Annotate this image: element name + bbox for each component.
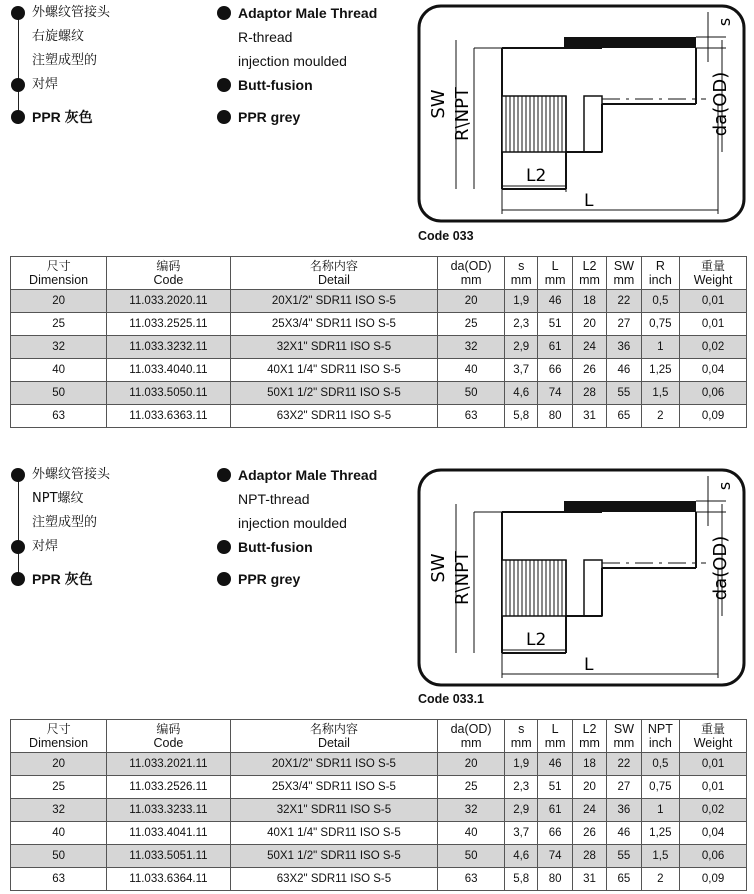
- bullet-dot-icon: [11, 110, 25, 124]
- column-header: 尺寸 Dimension: [11, 720, 107, 753]
- table-cell: 0,06: [680, 382, 747, 405]
- table-cell: 50: [438, 845, 505, 868]
- table-cell: 55: [607, 382, 641, 405]
- table-row: [11, 799, 747, 822]
- bullet-dot-icon: [11, 78, 25, 92]
- table-cell: 11.033.4041.11: [107, 822, 231, 845]
- table-cell: 46: [538, 753, 572, 776]
- table-cell: 40: [438, 822, 505, 845]
- table-cell: 40X1 1/4" SDR11 ISO S-5: [230, 359, 438, 382]
- table-cell: 63: [438, 405, 505, 428]
- table-cell: 4,6: [505, 845, 538, 868]
- column-header: 重量 Weight: [680, 720, 747, 753]
- table-cell: 25X3/4" SDR11 ISO S-5: [230, 776, 438, 799]
- table-cell: 11.033.5050.11: [107, 382, 231, 405]
- table-cell: 5,8: [505, 868, 538, 891]
- bullet-dot-icon: [217, 78, 231, 92]
- thread-hatching: [502, 96, 566, 152]
- table-cell: 20: [11, 753, 107, 776]
- spec-table-033-1: [10, 719, 747, 891]
- table-cell: 24: [572, 799, 606, 822]
- od-label: da(OD): [710, 535, 731, 601]
- column-header: NPT inch: [641, 720, 679, 753]
- table-cell: 11.033.2021.11: [107, 753, 231, 776]
- table-cell: 63X2" SDR11 ISO S-5: [230, 868, 438, 891]
- l2-label: L2: [526, 166, 547, 186]
- table-cell: 11.033.2526.11: [107, 776, 231, 799]
- column-header: SW mm: [607, 257, 641, 290]
- adaptor-technical-drawing: [416, 4, 747, 224]
- table-cell: 11.033.2525.11: [107, 313, 231, 336]
- column-header: 尺寸 Dimension: [11, 257, 107, 290]
- table-cell: 0,01: [680, 313, 747, 336]
- table-cell: 25: [11, 313, 107, 336]
- table-cell: 1,9: [505, 290, 538, 313]
- table-cell: 22: [607, 753, 641, 776]
- l2-label: L2: [526, 630, 547, 650]
- table-cell: 26: [572, 359, 606, 382]
- length-label: L: [584, 191, 594, 211]
- table-cell: 0,02: [680, 799, 747, 822]
- table-cell: 63: [438, 868, 505, 891]
- product-code-label: Code 033: [418, 229, 474, 243]
- table-cell: 63: [11, 405, 107, 428]
- table-cell: 0,01: [680, 753, 747, 776]
- sw-label: SW: [428, 89, 449, 119]
- column-header: L2 mm: [572, 257, 606, 290]
- table-cell: 55: [607, 845, 641, 868]
- spec-table-033: [10, 256, 747, 428]
- table-cell: 46: [538, 290, 572, 313]
- table-cell: 0,5: [641, 753, 679, 776]
- table-cell: 36: [607, 336, 641, 359]
- table-cell: 50: [438, 382, 505, 405]
- table-cell: 11.033.3233.11: [107, 799, 231, 822]
- table-cell: 11.033.6363.11: [107, 405, 231, 428]
- table-cell: 63X2" SDR11 ISO S-5: [230, 405, 438, 428]
- thread-hatching: [502, 560, 566, 616]
- table-cell: 25: [438, 313, 505, 336]
- bullet-connector-line: [18, 478, 19, 586]
- table-cell: 0,09: [680, 868, 747, 891]
- table-cell: 66: [538, 822, 572, 845]
- table-cell: 1,9: [505, 753, 538, 776]
- table-cell: 20X1/2" SDR11 ISO S-5: [230, 753, 438, 776]
- column-header: da(OD) mm: [438, 257, 505, 290]
- table-row: [11, 405, 747, 428]
- table-cell: 20: [572, 776, 606, 799]
- bullet-dot-icon: [217, 110, 231, 124]
- table-row: [11, 753, 747, 776]
- table-cell: 25: [11, 776, 107, 799]
- table-header-row: [11, 720, 747, 753]
- table-cell: 2,9: [505, 336, 538, 359]
- table-cell: 51: [538, 313, 572, 336]
- bullet-dot-icon: [11, 540, 25, 554]
- table-cell: 2,3: [505, 776, 538, 799]
- table-cell: 25: [438, 776, 505, 799]
- table-row: [11, 868, 747, 891]
- column-header: s mm: [505, 257, 538, 290]
- table-cell: 74: [538, 382, 572, 405]
- table-cell: 80: [538, 405, 572, 428]
- od-label: da(OD): [710, 71, 731, 137]
- table-cell: 28: [572, 382, 606, 405]
- column-header: da(OD) mm: [438, 720, 505, 753]
- bullet-dot-icon: [217, 572, 231, 586]
- table-cell: 27: [607, 313, 641, 336]
- table-cell: 40: [11, 822, 107, 845]
- table-cell: 2,9: [505, 799, 538, 822]
- table-cell: 2,3: [505, 313, 538, 336]
- table-cell: 3,7: [505, 822, 538, 845]
- bullet-dot-icon: [217, 6, 231, 20]
- table-cell: 1: [641, 799, 679, 822]
- column-header: SW mm: [607, 720, 641, 753]
- table-cell: 0,5: [641, 290, 679, 313]
- table-cell: 46: [607, 822, 641, 845]
- table-cell: 20: [438, 290, 505, 313]
- table-cell: 61: [538, 336, 572, 359]
- table-cell: 22: [607, 290, 641, 313]
- table-cell: 0,04: [680, 822, 747, 845]
- table-cell: 32: [11, 799, 107, 822]
- table-cell: 51: [538, 776, 572, 799]
- table-cell: 32: [438, 336, 505, 359]
- table-cell: 0,06: [680, 845, 747, 868]
- table-cell: 1,25: [641, 359, 679, 382]
- column-header: 名称内容 Detail: [230, 720, 438, 753]
- column-header: R inch: [641, 257, 679, 290]
- table-cell: 65: [607, 868, 641, 891]
- bullet-connector-line: [18, 16, 19, 124]
- table-cell: 63: [11, 868, 107, 891]
- table-cell: 61: [538, 799, 572, 822]
- table-cell: 3,7: [505, 359, 538, 382]
- bullet-dot-icon: [11, 6, 25, 20]
- table-cell: 11.033.3232.11: [107, 336, 231, 359]
- table-row: [11, 822, 747, 845]
- table-cell: 50X1 1/2" SDR11 ISO S-5: [230, 845, 438, 868]
- table-row: [11, 336, 747, 359]
- table-cell: 66: [538, 359, 572, 382]
- table-cell: 0,75: [641, 313, 679, 336]
- table-cell: 0,02: [680, 336, 747, 359]
- table-cell: 0,01: [680, 290, 747, 313]
- table-row: [11, 313, 747, 336]
- length-label: L: [584, 655, 594, 675]
- table-cell: 28: [572, 845, 606, 868]
- table-cell: 0,75: [641, 776, 679, 799]
- table-cell: 36: [607, 799, 641, 822]
- bullet-dot-icon: [11, 572, 25, 586]
- table-cell: 40: [438, 359, 505, 382]
- table-cell: 1,25: [641, 822, 679, 845]
- bullet-dot-icon: [217, 468, 231, 482]
- spec-table-body: [11, 290, 747, 428]
- wall-thickness-label: s: [715, 17, 734, 27]
- table-cell: 1,5: [641, 845, 679, 868]
- table-cell: 50X1 1/2" SDR11 ISO S-5: [230, 382, 438, 405]
- table-cell: 40X1 1/4" SDR11 ISO S-5: [230, 822, 438, 845]
- table-cell: 0,01: [680, 776, 747, 799]
- table-row: [11, 776, 747, 799]
- table-cell: 11.033.4040.11: [107, 359, 231, 382]
- column-header: 编码 Code: [107, 720, 231, 753]
- column-header: 重量 Weight: [680, 257, 747, 290]
- table-row: [11, 845, 747, 868]
- table-cell: 1: [641, 336, 679, 359]
- table-cell: 5,8: [505, 405, 538, 428]
- table-cell: 0,09: [680, 405, 747, 428]
- table-cell: 32: [11, 336, 107, 359]
- table-cell: 2: [641, 868, 679, 891]
- spec-table-body: [11, 753, 747, 891]
- table-row: [11, 359, 747, 382]
- table-cell: 65: [607, 405, 641, 428]
- column-header: L mm: [538, 720, 572, 753]
- table-cell: 20: [572, 313, 606, 336]
- table-cell: 2: [641, 405, 679, 428]
- adaptor-technical-drawing: [416, 468, 747, 688]
- table-cell: 40: [11, 359, 107, 382]
- table-cell: 50: [11, 382, 107, 405]
- table-cell: 20X1/2" SDR11 ISO S-5: [230, 290, 438, 313]
- table-cell: 18: [572, 753, 606, 776]
- table-cell: 1,5: [641, 382, 679, 405]
- table-header-row: [11, 257, 747, 290]
- bullet-dot-icon: [11, 468, 25, 482]
- table-cell: 74: [538, 845, 572, 868]
- table-cell: 46: [607, 359, 641, 382]
- table-cell: 26: [572, 822, 606, 845]
- column-header: 编码 Code: [107, 257, 231, 290]
- table-cell: 18: [572, 290, 606, 313]
- thread-label: R\NPT: [452, 551, 473, 605]
- table-cell: 0,04: [680, 359, 747, 382]
- table-cell: 80: [538, 868, 572, 891]
- table-cell: 20: [11, 290, 107, 313]
- table-cell: 4,6: [505, 382, 538, 405]
- table-cell: 11.033.5051.11: [107, 845, 231, 868]
- table-cell: 11.033.6364.11: [107, 868, 231, 891]
- sw-label: SW: [428, 553, 449, 583]
- table-row: [11, 382, 747, 405]
- table-cell: 25X3/4" SDR11 ISO S-5: [230, 313, 438, 336]
- bullet-dot-icon: [217, 540, 231, 554]
- table-cell: 31: [572, 405, 606, 428]
- table-cell: 27: [607, 776, 641, 799]
- table-cell: 11.033.2020.11: [107, 290, 231, 313]
- table-cell: 32X1" SDR11 ISO S-5: [230, 336, 438, 359]
- thread-label: R\NPT: [452, 87, 473, 141]
- column-header: 名称内容 Detail: [230, 257, 438, 290]
- table-cell: 24: [572, 336, 606, 359]
- table-cell: 32: [438, 799, 505, 822]
- table-row: [11, 290, 747, 313]
- table-cell: 32X1" SDR11 ISO S-5: [230, 799, 438, 822]
- table-cell: 20: [438, 753, 505, 776]
- column-header: L2 mm: [572, 720, 606, 753]
- product-code-label: Code 033.1: [418, 692, 485, 706]
- column-header: s mm: [505, 720, 538, 753]
- wall-thickness-label: s: [715, 481, 734, 491]
- column-header: L mm: [538, 257, 572, 290]
- table-cell: 50: [11, 845, 107, 868]
- table-cell: 31: [572, 868, 606, 891]
